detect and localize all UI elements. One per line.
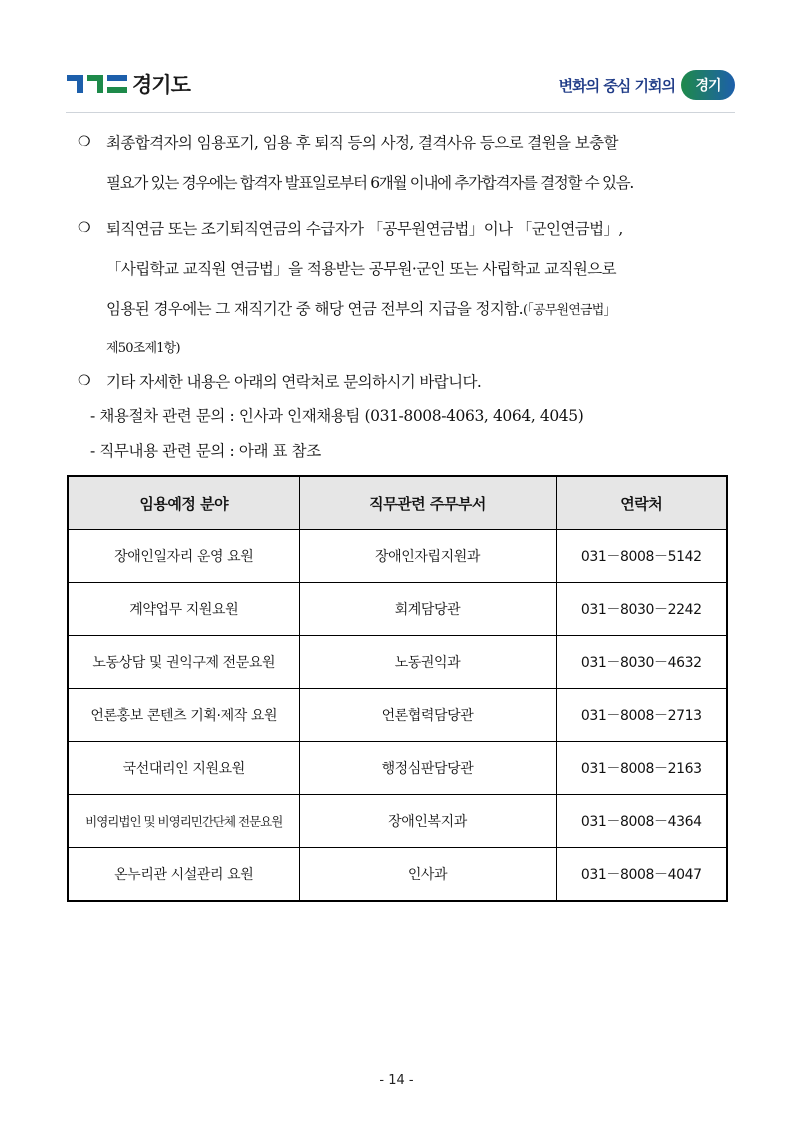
paragraph-line: 기타 자세한 내용은 아래의 연락처로 문의하시기 바랍니다.	[106, 373, 482, 391]
gyeonggi-logo-mark-icon	[66, 71, 128, 97]
sub-item-recruitment-inquiry: - 채용절차 관련 문의 : 인사과 인재채용팀 (031-8008-4063, 4064, 4045)	[90, 407, 584, 425]
cell-phone: 031－8030－4632	[556, 636, 727, 689]
contact-table	[67, 475, 726, 902]
cell-field: 장애인일자리 운영 요원	[68, 530, 299, 583]
cell-field: 언론홍보 콘텐츠 기획·제작 요원	[68, 689, 299, 742]
cell-department: 인사과	[299, 848, 556, 902]
table-row	[68, 848, 727, 902]
cell-field: 계약업무 지원요원	[68, 583, 299, 636]
paragraph-2	[78, 214, 738, 374]
cell-field: 온누리관 시설관리 요원	[68, 848, 299, 902]
paragraph-1	[78, 128, 738, 208]
cell-department: 행정심판담당관	[299, 742, 556, 795]
table-row	[68, 583, 727, 636]
sub-item-duty-inquiry: - 직무내용 관련 문의 : 아래 표 참조	[90, 442, 321, 460]
citation-text: (「공무원연금법」	[522, 303, 616, 318]
cell-department: 장애인자립지원과	[299, 530, 556, 583]
table-row	[68, 530, 727, 583]
paragraph-line: 필요가 있는 경우에는 합격자 발표일로부터 6개월 이내에 추가합격자를 결정할 수 있음.	[106, 174, 634, 192]
page-number: - 14 -	[379, 1073, 414, 1088]
gyeonggi-logo	[66, 70, 190, 98]
bullet-icon: ❍	[78, 220, 90, 236]
cell-department: 노동권익과	[299, 636, 556, 689]
table-row	[68, 742, 727, 795]
header-divider	[66, 112, 735, 113]
column-header-field: 임용예정 분야	[68, 476, 299, 530]
bullet-icon: ❍	[78, 134, 90, 150]
cell-department: 회계담당관	[299, 583, 556, 636]
table-row	[68, 689, 727, 742]
cell-field: 국선대리인 지원요원	[68, 742, 299, 795]
page-header	[66, 66, 735, 106]
paragraph-line: 「사립학교 교직원 연금법」을 적용받는 공무원·군인 또는 사립학교 교직원으로	[106, 260, 616, 278]
cell-phone: 031－8030－2242	[556, 583, 727, 636]
paragraph-line: 최종합격자의 임용포기, 임용 후 퇴직 등의 사정, 결격사유 등으로 결원을 보충할	[106, 134, 618, 152]
paragraph-3	[78, 367, 738, 407]
cell-field: 노동상담 및 권익구제 전문요원	[68, 636, 299, 689]
cell-phone: 031－8008－2163	[556, 742, 727, 795]
logo-text: 경기도	[132, 73, 190, 97]
table-row	[68, 795, 727, 848]
table-row	[68, 636, 727, 689]
slogan-text: 변화의 중심 기회의	[558, 76, 675, 95]
table-header-row	[68, 476, 727, 530]
slogan-badge: 경기	[681, 70, 735, 100]
cell-department: 장애인복지과	[299, 795, 556, 848]
paragraph-line: 퇴직연금 또는 조기퇴직연금의 수급자가 「공무원연금법」이나 「군인연금법」,	[106, 220, 623, 238]
cell-department: 언론협력담당관	[299, 689, 556, 742]
slogan	[559, 70, 735, 100]
column-header-department: 직무관련 주무부서	[299, 476, 556, 530]
cell-phone: 031－8008－5142	[556, 530, 727, 583]
cell-phone: 031－8008－4364	[556, 795, 727, 848]
cell-phone: 031－8008－4047	[556, 848, 727, 902]
paragraph-line: 제50조제1항)	[106, 341, 180, 356]
paragraph-line	[78, 294, 738, 334]
bullet-icon: ❍	[78, 373, 90, 389]
paragraph-line-text: 임용된 경우에는 그 재직기간 중 해당 연금 전부의 지급을 정지함.	[106, 300, 523, 318]
cell-phone: 031－8008－2713	[556, 689, 727, 742]
column-header-contact: 연락처	[556, 476, 727, 530]
cell-field: 비영리법인 및 비영리민간단체 전문요원	[68, 795, 299, 848]
